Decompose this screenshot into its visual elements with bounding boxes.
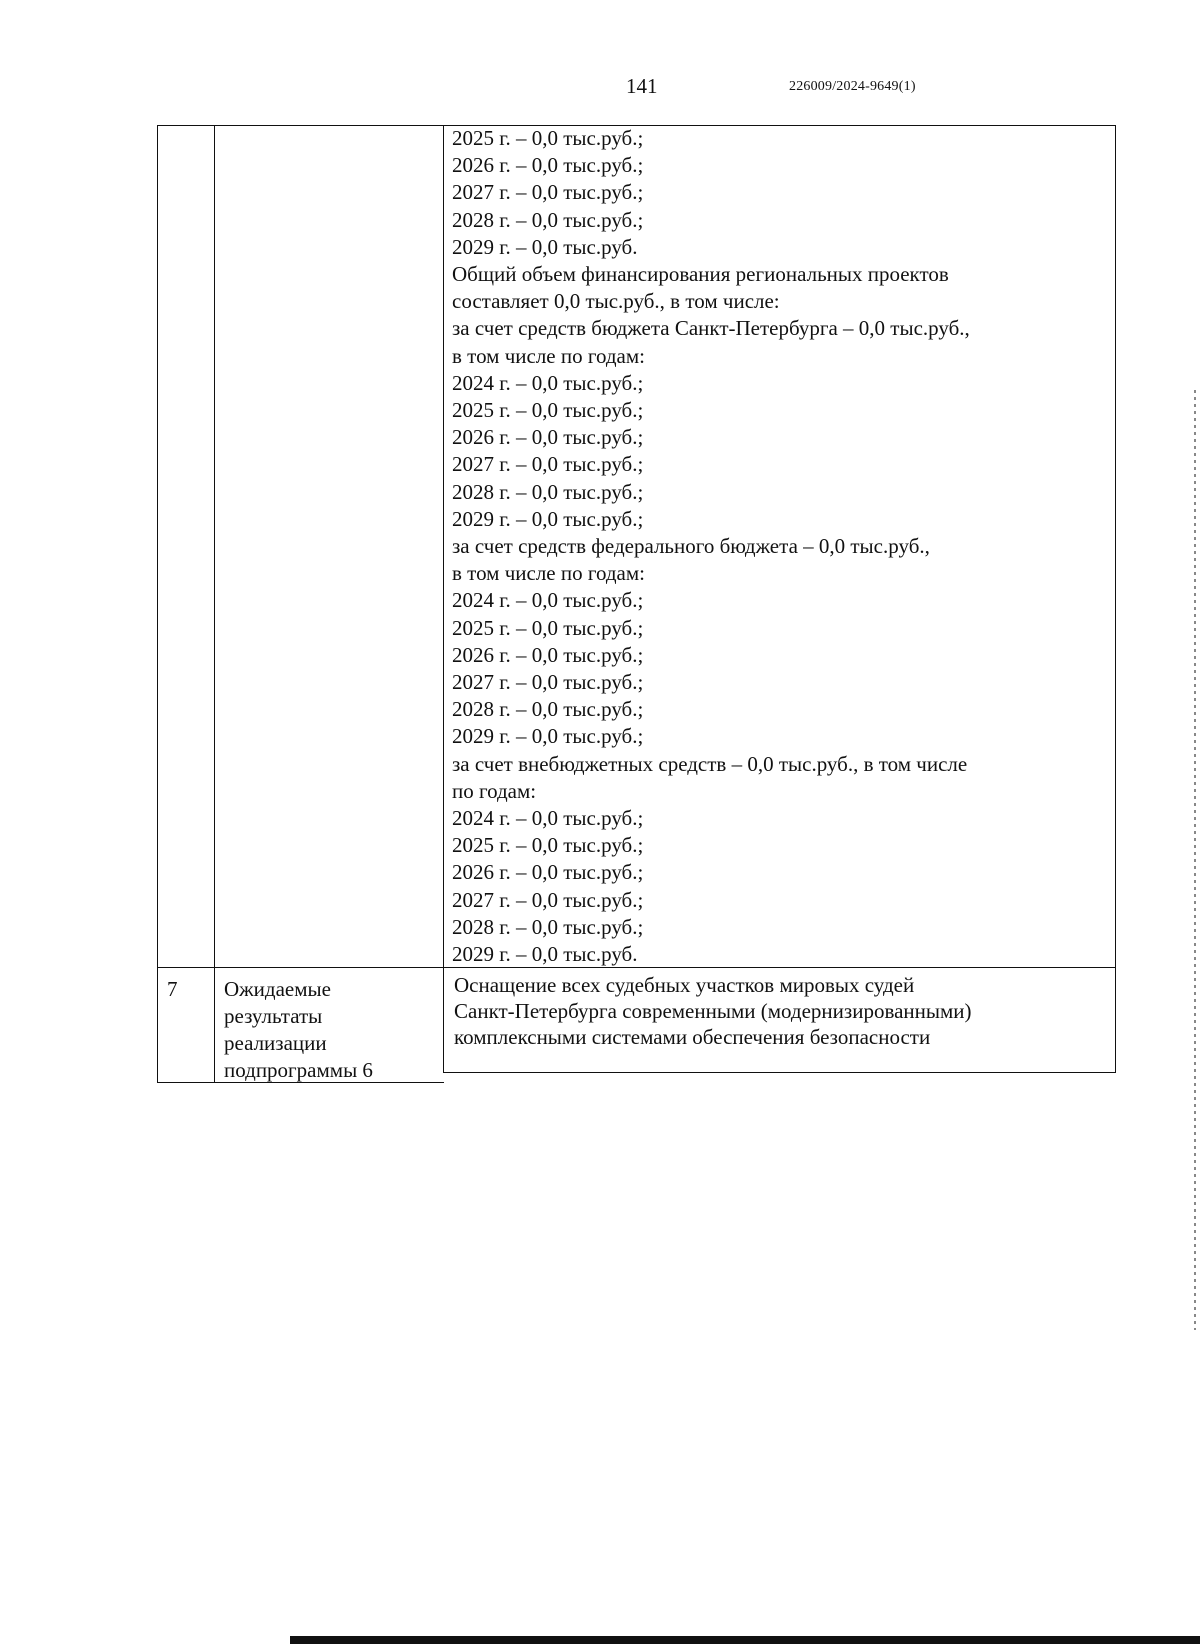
table-line: 2028 г. – 0,0 тыс.руб.; [452, 479, 644, 504]
document-id: 226009/2024-9649(1) [789, 79, 916, 94]
table-line: за счет внебюджетных средств – 0,0 тыс.руб., в том числе [452, 751, 968, 776]
table-line: по годам: [452, 778, 537, 803]
label-line: реализации [224, 1031, 327, 1055]
content-line: Оснащение всех судебных участков мировых судей [454, 973, 915, 997]
table-line: 2029 г. – 0,0 тыс.руб.; [452, 506, 644, 531]
table-line: составляет 0,0 тыс.руб., в том числе: [452, 289, 780, 314]
table-line: 2026 г. – 0,0 тыс.руб.; [452, 860, 644, 885]
scan-edge-mark [1194, 390, 1196, 1330]
table-line: 2024 г. – 0,0 тыс.руб.; [452, 370, 644, 395]
financing-table [157, 125, 1116, 1083]
row2-number: 7 [167, 977, 178, 1001]
content-line: Санкт-Петербурга современными (модернизированными) [454, 999, 972, 1023]
table-line: 2025 г. – 0,0 тыс.руб.; [452, 126, 644, 150]
table-line: 2027 г. – 0,0 тыс.руб.; [452, 670, 644, 695]
table-line: 2024 г. – 0,0 тыс.руб.; [452, 806, 644, 831]
table-line: в том числе по годам: [452, 561, 645, 586]
table-line: 2025 г. – 0,0 тыс.руб.; [452, 615, 644, 640]
table-line: 2028 г. – 0,0 тыс.руб.; [452, 914, 644, 939]
table-line: в том числе по годам: [452, 343, 645, 368]
table-line: Общий объем финансирования региональных проектов [452, 262, 949, 287]
table-line: 2027 г. – 0,0 тыс.руб.; [452, 452, 644, 477]
table-line: 2028 г. – 0,0 тыс.руб.; [452, 207, 644, 232]
page-number: 141 [626, 74, 658, 98]
row2-label [224, 976, 373, 1084]
table-line: 2029 г. – 0,0 тыс.руб. [452, 942, 638, 967]
table-line: 2029 г. – 0,0 тыс.руб. [452, 234, 638, 259]
row1-number-cell [157, 125, 215, 968]
table-line: 2028 г. – 0,0 тыс.руб.; [452, 697, 644, 722]
content-line: комплексными системами обеспечения безопасности [454, 1025, 931, 1049]
label-line: подпрограммы 6 [224, 1058, 373, 1082]
scan-bottom-bar [290, 1636, 1200, 1644]
row1-content-text [452, 125, 970, 968]
table-line: за счет средств федерального бюджета – 0,0 тыс.руб., [452, 534, 930, 559]
table-line: 2027 г. – 0,0 тыс.руб.; [452, 180, 644, 205]
row2-number-cell [157, 967, 215, 1083]
label-line: результаты [224, 1004, 323, 1028]
table-line: 2025 г. – 0,0 тыс.руб.; [452, 398, 644, 423]
table-line: 2024 г. – 0,0 тыс.руб.; [452, 588, 644, 613]
label-line: Ожидаемые [224, 977, 331, 1001]
row1-label-cell [214, 125, 444, 968]
table-line: 2029 г. – 0,0 тыс.руб.; [452, 724, 644, 749]
table-line: 2026 г. – 0,0 тыс.руб.; [452, 425, 644, 450]
table-line: 2026 г. – 0,0 тыс.руб.; [452, 153, 644, 178]
table-line: за счет средств бюджета Санкт-Петербурга – 0,0 тыс.руб., [452, 316, 970, 341]
table-line: 2026 г. – 0,0 тыс.руб.; [452, 642, 644, 667]
table-line: 2027 г. – 0,0 тыс.руб.; [452, 887, 644, 912]
row2-content-text [454, 972, 972, 1050]
table-line: 2025 г. – 0,0 тыс.руб.; [452, 833, 644, 858]
